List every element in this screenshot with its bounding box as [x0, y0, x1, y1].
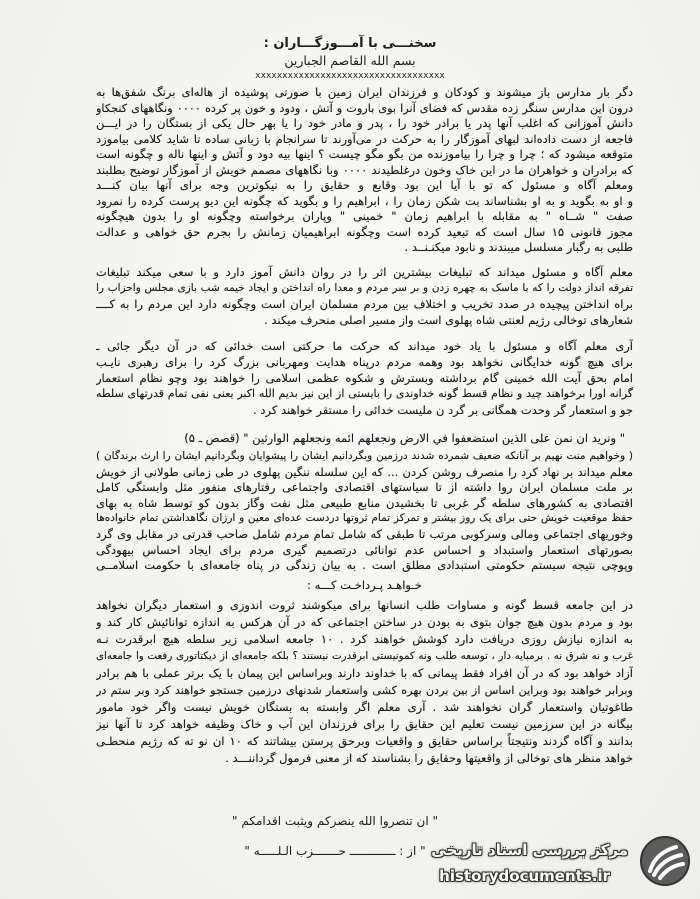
paragraph: [96, 264, 633, 328]
text-line: مجوز قانونی ۱۵ سال است که تبعید کرده است وچگونه ابراهیمیان زمانش را بجرم حق خواهی و عدالت: [96, 224, 633, 239]
text-line: بصورتهای استعمار واستبداد و احساس عدم توانائی درتصمیم گیری مردم برای ایجاد احساس بیهودگی: [96, 542, 633, 557]
text-line: برای هیچ گونه خدایگانی نخواهد بود وهمه مردم درپناه هدایت ومهربانی بزرگ کرد را برای رهبری نایـب: [96, 355, 633, 369]
footer-verse: " ان تنصروا الله ينصركم ويثبت اقدامكم ": [232, 814, 438, 828]
text-line: وپوچی نتیجه سیستم حکومتی استبدادی مطلق است . به بیان زندگی در پناه جامعه‌ای با حکومت اسلامــی: [96, 558, 633, 573]
document-title: سخنـــی با آمـــوزگـــاران :: [263, 36, 437, 51]
text-line: اقتصادی به کشورهای سلطه گر غربی تا بخشیدن منابع طبیعی مثل نفت وگاز بدون کو توسط شاه به بهای: [96, 495, 633, 510]
quran-verse-quote: " ونريد ان نمن على الذين استضعفوا في الارض ونجعلهم ائمه ونجعلهم الوارثين " (قصص ـ ۵): [184, 431, 625, 445]
text-line: خواهد منظر های توخالی از واقعیتها وحقایق را بشناسند که از معنی فرمول گرداننـــد .: [225, 751, 633, 765]
text-line: وخوریهای اجتماعی ومالی وسرکوبی مرتب تا طبقی که شامل تمام مردم شامل صاحب قدرتی در مقابل وی گرد: [96, 526, 633, 541]
footer-signature: " از : ـــــــــــــ حـــــــزب الـلـــــه ": [244, 844, 426, 858]
text-line: گرانه اورا برخواهند چید و نظام قسط گونه خداوندی را بایستی از این نیز بدیم الله اکبر یعنی نفی تمام قدرتهای سلطه: [96, 387, 633, 400]
text-line: دگر بار مدارس باز میشوند و کودکان و فرزندان ایران زمین با صورتی پوشیده از هاله‌ای برنگ شفق‌ها به: [96, 85, 633, 99]
paragraph: [96, 338, 633, 418]
text-line: امام بحق آیت الله خمینی گام برداشته وبسترش و شکوه عظمی اسلامی را خواهند بود وچو نظام استعمار: [96, 371, 633, 385]
paragraph: [96, 85, 633, 256]
text-line: طاغوتیان واستعمار گران نخواهند شد . آری معلم اگر وابسته به بستگان خویش نیست واگر خود مامور: [96, 700, 633, 714]
text-line: بیگانه در این سرزمین نیست تعلیم این حقایق را برای فرزندان این آب و خاک وظیفه خواهد کرد تا آنها نیز: [96, 717, 633, 731]
basmala: بسم الله القاصم الجبارين: [284, 53, 416, 68]
text-line: جو و استعمار گر وحدت همگانی بر گرد ن ملیست خدائی را مستقر خواهند کرد .: [253, 403, 633, 417]
text-line: حفظ موقعیت خویش حتی برای یک روز بیشتر و تمرکز تمام ثروتها دردست عده‌ای معین و ارزان نگاهداشتن تمام خانواده‌ها: [96, 512, 633, 525]
text-line: طلبی به رگبار مسلسل میبندند و نابود میکنـنــد .: [404, 240, 633, 254]
text-line: ومعلم آگاه و مسئول که تو با آیا این بود وقایع و حقایق را به نیکوترین وجه برای آنها بیان کنـــد: [96, 178, 633, 192]
text-line: براه انداختن پیچیده در صدد تخریب و اختلاف بین مردم مسلمان ایران است وچگونه دارد این مردم را به کــــ: [96, 297, 633, 311]
paragraph: [96, 449, 633, 574]
separator-line: xxxxxxxxxxxxxxxxxxxxxxxxxxxxxxxxxxx: [255, 71, 445, 81]
text-line: بر ملت مسلمان ایران روا داشته از تا سیاستهای اقتصادی واجتماعی رفتارهای منفور مثل وابستگی کامل: [96, 480, 633, 495]
paragraph: [96, 597, 633, 767]
book-pages-icon: [638, 834, 692, 888]
text-line: ( وخواهیم منت نهیم بر آنانکه ضعیف شمرده شدند درزمین وبگردانیم ایشان را پیشوایان وبگردانیم ایشان را ارث برندگان ): [96, 450, 633, 462]
text-line: در این جامعه قسط گونه و مساوات طلب انسانها برای میکوشند ثروت اندوزی و استعمار دیگران نخواهد: [96, 598, 633, 612]
text-line: وبرابر خواهند بود وبراین اساس از بین بردن بهره کشی واستعمار شدنهای درزمین جستجو خواهند کرد وبر ستم در: [96, 684, 633, 697]
transition-line: خـواهـد پـرداخـت کـــه :: [307, 578, 422, 592]
text-line: که برادران و خواهران ما در این خاک وخون درغلطیدند ۰۰۰۰ وبا نگاههای مصمم خویش از آموزگار توضیح بطلبند: [96, 162, 633, 177]
text-line: معلم آگاه و مسئول میداند که تبلیغات بیشترین اثر را در روان دانش آموز دارد و با سعی میکند تبلیغات: [96, 265, 633, 279]
watermark-name: مرکز بررسی اسناد تاریخی: [431, 841, 628, 859]
text-line: دانش آموزانی که اغلب آنها پدر یا برادر خود را ، پدر و مادر خود را یا بهر حال یکی از بستگان را در ایـــن: [96, 116, 633, 130]
text-line: شعارهای توخالی رژیم لعنتی شاه پهلوی است واز مسیر اصلی منحرف میکند .: [264, 313, 633, 327]
text-line: متوقعه میشود که ؛ چرا و چرا را بیاموزنده من بگو مگو چیست ؟ اینها بیه دود و آتش و اینها ناله و چگونه است: [96, 147, 633, 161]
text-line: صفت " شــاه " به مقابله با ابراهیم زمان " خمینی " وپاران برخواسته وچگونه او را بدون هیچگونه: [96, 209, 633, 223]
text-line: بود و مردم بدون هیچ جوان بتوی به بودن در ساختن اجتماعی که در آن هرکس به اندازه توانائیش کار کند و: [96, 615, 633, 629]
text-line: و او به بگوید و به او بشناساند بت شکن زمان را ، ابراهیم را و بگوید که چگونه این دیو پرست کرده را نمرود: [96, 193, 633, 208]
text-line: معلم میداند بر نهاد کرد را منصرف روشن کردن ... که این سلسله ننگین پهلوی در طی زمانی طولانی از خویش: [96, 464, 633, 479]
text-line: فاجعه از دست داده‌اند لبهای آموزگار را به حرکت در می‌آورند تا سرانجام با زبانی ساده تا شاید کلامی بیاموزد: [96, 131, 633, 146]
text-line: آری معلم آگاه و مسئول با یاد خود میداند که حرکت ما حرکتی است خدائی که در آن دیگر جائی ـ: [96, 339, 633, 353]
text-line: بدانند و آگاه گردند ونتیجتاً براساس حقایق و واقعیات وبرحق پرستن بیشاتند که ۱۰ ان نو ته که رژیم منحطـی: [96, 734, 633, 748]
watermark-site: historydocuments.ir: [439, 867, 610, 885]
text-line: به اندازه نیازش روزی دریافت دارد کوشش خواهند کرد . ۱۰ جامعه اسلامی زیر سلطه هیچ ابرقدرت نـه: [96, 632, 633, 646]
text-line: تفرقه انداز دولت را که با ماسک به چهره زدن و بر سر مردم و معدا راه انداختن و ایجاد خیمه شب بازی مجلس واحزاب را: [96, 282, 633, 294]
text-line: غرب و نه شرق نه . برمبایه دار ، توسعه طلب ونه کمونیستی ابرقدرت نیستند ؟ بلکه جامعه‌ای از دیکتاتوری رفعت وا جامعه‌ای: [96, 650, 633, 662]
text-line: درون این مدارس سنگر زده مقدس که فضای آنرا بوی باروت و آتش ، ودود و خون پر کرده ۰۰۰۰ ونگاههای کنجکاو: [96, 101, 633, 115]
text-line: آزاد خواهد بود که در آن افراد فقط پیمانی که با خداوند دارند وبراساس این پیمان با یک برتر عملی با هم برادر: [96, 666, 633, 680]
